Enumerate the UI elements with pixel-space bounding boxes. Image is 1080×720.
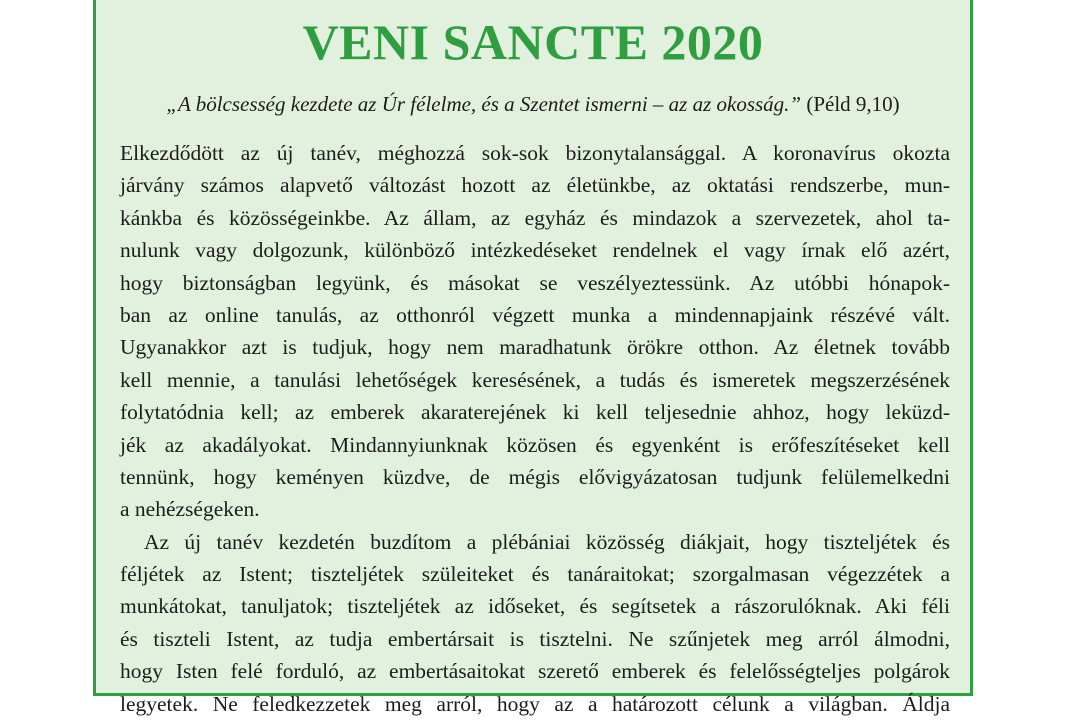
article-panel [93, 0, 973, 716]
text-line: Ugyanakkor azt is tudjuk, hogy nem maradhatunk örökre otthon. Az életnek tovább [120, 335, 950, 360]
quote-text: „A bölcsesség kezdete az Úr félelme, és a Szentet ismerni – az az okosság.” [166, 92, 802, 116]
text-line: folytatódnia kell; az emberek akaraterejének ki kell teljesednie ahhoz, hogy leküzd- [120, 400, 950, 425]
text-line: tennünk, hogy keményen küzdve, de mégis elővigyázatosan tudjunk felülemelkedni [120, 464, 950, 489]
text-line: Az új tanév kezdetén buzdítom a plébániai közösség diákjait, hogy tiszteljétek és [144, 529, 950, 554]
article-body [120, 137, 950, 720]
quote-reference: (Péld 9,10) [806, 92, 900, 116]
text-line: és tiszteli Istent, az tudja embertársait is tisztelni. Ne szűnjetek meg arról álmodni, [120, 626, 950, 651]
text-line: kell mennie, a tanulási lehetőségek keresésének, a tudás és ismeretek megszerzésének [120, 367, 950, 392]
text-line: kánkba és közösségeinkbe. Az állam, az egyház és mindazok a szervezetek, ahol ta- [120, 205, 950, 230]
text-line: nulunk vagy dolgozunk, különböző intézkedéseket rendelnek el vagy írnak elő azért, [120, 238, 950, 263]
text-line: hogy Isten felé forduló, az embertásaitokat szerető emberek és felelősségteljes polgárok [120, 659, 950, 684]
text-line: legyetek. Ne feledkezzetek meg arról, hogy az a határozott célunk a világban. Áldja [120, 691, 950, 716]
text-line: féljétek az Istent; tiszteljétek szüleiteket és tanáraitokat; szorgalmasan végezzétek a [120, 562, 950, 587]
text-line: munkátokat, tanuljatok; tiszteljétek az időseket, és segítsetek a rászorulóknak. Aki féli [120, 594, 950, 619]
article-title: VENI SANCTE 2020 [302, 14, 764, 70]
text-line: a nehézségeken. [120, 497, 260, 522]
paragraph-2 [120, 526, 950, 720]
text-line: járvány számos alapvető változást hozott az életünkbe, az oktatási rendszerbe, mun- [120, 173, 950, 198]
paragraph-1 [120, 137, 950, 526]
text-line: ban az online tanulás, az otthonról végzett munka a mindennapjaink részévé vált. [120, 302, 950, 327]
epigraph-quote [96, 92, 970, 117]
text-line: Elkezdődött az új tanév, méghozzá sok-sok bizonytalansággal. A koronavírus okozta [120, 141, 950, 165]
text-line: hogy biztonságban legyünk, és másokat se veszélyeztessünk. Az utóbbi hónapok- [120, 270, 950, 295]
text-line: jék az akadályokat. Mindannyiunknak közösen és egyenként is erőfeszítéseket kell [120, 432, 950, 457]
